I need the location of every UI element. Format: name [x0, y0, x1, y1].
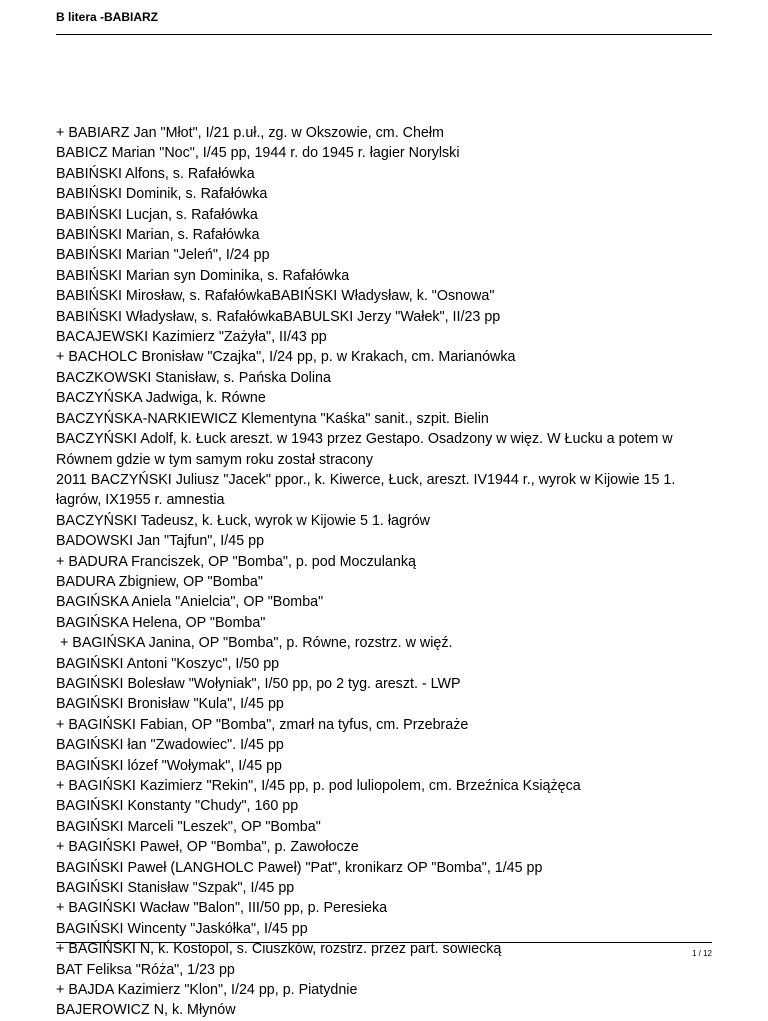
list-item: + BAGIŃSKA Janina, OP "Bomba", p. Równe, rozstrz. w więź. [56, 635, 453, 652]
list-item: BABIŃSKI Marian "Jeleń", I/24 pp [56, 247, 270, 264]
list-item: BAGIŃSKI Antoni "Koszyc", I/50 pp [56, 655, 280, 672]
list-item: + BAJDA Kazimierz "Klon", I/24 pp, p. Piatydnie [56, 982, 358, 999]
list-item: BACZYŃSKA-NARKIEWICZ Klementyna "Kaśka" sanit., szpit. Bielin [56, 410, 489, 427]
list-item: BAGIŃSKI lózef "Wołymak", I/45 pp [56, 757, 283, 774]
list-item: BADOWSKI Jan "Tajfun", I/45 pp [56, 533, 265, 550]
list-item: BAGIŃSKI Bolesław "Wołyniak", I/50 pp, po 2 tyg. areszt. - LWP [56, 675, 461, 692]
list-item: BAGIŃSKI Wincenty "Jaskółka", I/45 pp [56, 920, 308, 937]
list-item: BAGIŃSKA Aniela "Anielcia", OP "Bomba" [56, 594, 324, 611]
list-item: BACZYŃSKA Jadwiga, k. Równe [56, 390, 266, 407]
list-item: + BABIARZ Jan "Młot", I/21 p.uł., zg. w Okszowie, cm. Chełm [56, 125, 444, 141]
footer-divider [56, 942, 712, 943]
list-item: BABIŃSKI Alfons, s. Rafałówka [56, 165, 255, 182]
list-item: + BAGIŃSKI Kazimierz "Rekin", I/45 pp, p. pod luliopolem, cm. Brzeźnica Książęca [56, 778, 581, 794]
list-item: + BAGIŃSKI N, k. Kostopol, s. Ciuszków, rozstrz. przez part. sowiecką [56, 941, 502, 958]
list-item: BAGIŃSKI Bronisław "Kula", I/45 pp [56, 696, 284, 713]
list-item: BABIŃSKI Dominik, s. Rafałówka [56, 186, 268, 203]
list-item: BABIŃSKI Władysław, s. RafałówkaBABULSKI Jerzy "Wałek", II/23 pp [56, 308, 501, 325]
list-item: BAGIŃSKA Helena, OP "Bomba" [56, 614, 266, 631]
page-title: B litera -BABIARZ [56, 10, 159, 24]
entry-list [56, 123, 712, 1021]
list-item: BAT Feliksa "Róża", 1/23 pp [56, 961, 235, 978]
list-item: + BAGIŃSKI Paweł, OP "Bomba", p. Zawołocze [56, 839, 359, 856]
list-item: 2011 BACZYŃSKI Juliusz "Jacek" ppor., k. Kiwerce, Łuck, areszt. IV1944 r., wyrok w Kijowie 15 1. łagrów, IX1955 r. amnestia [56, 471, 676, 509]
page-header [56, 9, 712, 25]
list-item: BADURA Zbigniew, OP "Bomba" [56, 573, 263, 590]
list-item: BABICZ Marian "Noc", I/45 pp, 1944 r. do 1945 r. łagier Norylski [56, 145, 460, 162]
list-item: BACZYŃSKI Adolf, k. Łuck areszt. w 1943 przez Gestapo. Osadzony w więz. W Łucku a potem w Równem gdzie w tym samym roku został stracony [56, 431, 673, 468]
list-item: BABIŃSKI Mirosław, s. RafałówkaBABIŃSKI Władysław, k. "Osnowa" [56, 288, 495, 305]
header-divider [56, 34, 712, 35]
list-item: + BADURA Franciszek, OP "Bomba", p. pod Moczulanką [56, 553, 416, 570]
list-item: BAGIŃSKI łan "Zwadowiec". I/45 pp [56, 737, 284, 754]
list-item: BAGIŃSKI Stanisław "Szpak", I/45 pp [56, 880, 295, 897]
page-number: 1 / 12 [691, 949, 712, 958]
list-item: BACZKOWSKI Stanisław, s. Pańska Dolina [56, 369, 331, 386]
list-item: BAGIŃSKI Marceli "Leszek", OP "Bomba" [56, 818, 321, 835]
list-item: BAGIŃSKI Paweł (LANGHOLC Paweł) "Pat", kronikarz OP "Bomba", 1/45 pp [56, 859, 543, 876]
list-item: BACZYŃSKI Tadeusz, k. Łuck, wyrok w Kijowie 5 1. łagrów [56, 512, 430, 529]
list-item: + BACHOLC Bronisław "Czajka", I/24 pp, p. w Krakach, cm. Marianówka [56, 349, 516, 366]
list-item: BAGIŃSKI Konstanty "Chudy", 160 pp [56, 798, 299, 815]
list-item: BACAJEWSKI Kazimierz "Zażyła", II/43 pp [56, 329, 327, 346]
list-item: + BAGIŃSKI Fabian, OP "Bomba", zmarł na tyfus, cm. Przebraże [56, 716, 469, 733]
list-item: BABIŃSKI Marian syn Dominika, s. Rafałówka [56, 267, 350, 284]
list-item: + BAGIŃSKI Wacław "Balon", III/50 pp, p. Peresieka [56, 900, 388, 917]
list-item: BABIŃSKI Marian, s. Rafałówka [56, 227, 260, 244]
list-item: BAJEROWICZ N, k. Młynów [56, 1002, 236, 1019]
list-item: BABIŃSKI Lucjan, s. Rafałówka [56, 206, 258, 223]
